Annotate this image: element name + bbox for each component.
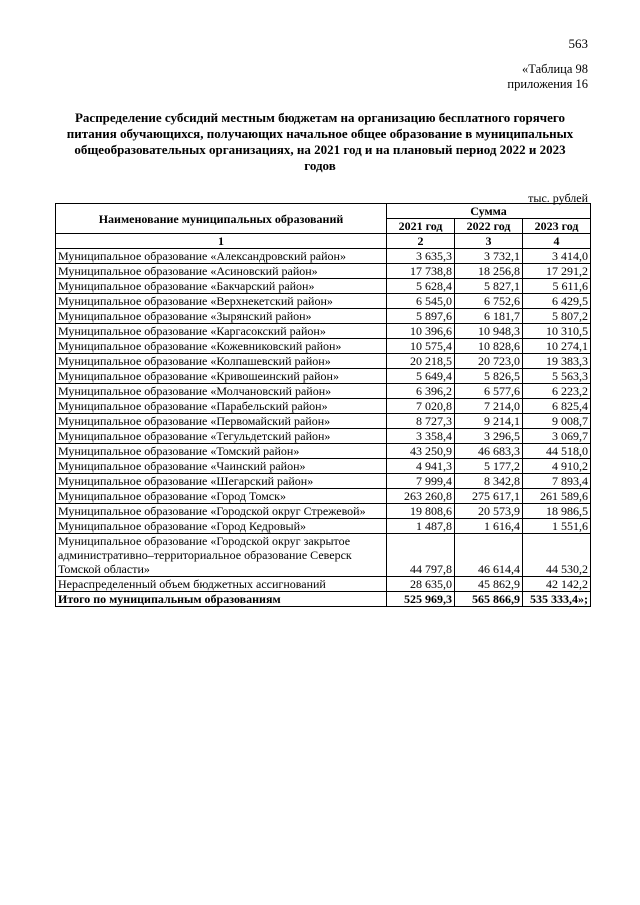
value-2022-cell: 6 181,7 [455, 309, 523, 324]
municipality-name-cell: Нераспределенный объем бюджетных ассигнований [56, 577, 387, 592]
value-2022-cell: 5 177,2 [455, 459, 523, 474]
header-col-number: 3 [455, 234, 523, 249]
table-row [56, 534, 591, 577]
value-2022-cell: 5 827,1 [455, 279, 523, 294]
value-2021-cell: 6 545,0 [387, 294, 455, 309]
municipality-name-cell: Муниципальное образование «Шегарский район» [56, 474, 387, 489]
municipality-name-cell: Муниципальное образование «Чаинский район» [56, 459, 387, 474]
table-row [56, 354, 591, 369]
value-2022-cell: 6 577,6 [455, 384, 523, 399]
value-2022-cell: 3 732,1 [455, 249, 523, 264]
municipality-name-cell: Муниципальное образование «Каргасокский район» [56, 324, 387, 339]
table-row [56, 577, 591, 592]
table-row [56, 309, 591, 324]
header-year-2021: 2021 год [387, 219, 455, 234]
table-row [56, 414, 591, 429]
table-row [56, 279, 591, 294]
municipality-name-cell: Муниципальное образование «Александровский район» [56, 249, 387, 264]
value-2022-cell: 5 826,5 [455, 369, 523, 384]
value-2022-cell: 10 828,6 [455, 339, 523, 354]
municipality-name-cell: Муниципальное образование «Город Томск» [56, 489, 387, 504]
header-col-number: 2 [387, 234, 455, 249]
value-2023-cell: 5 611,6 [523, 279, 591, 294]
value-2021-cell: 6 396,2 [387, 384, 455, 399]
header-col-number: 4 [523, 234, 591, 249]
value-2021-cell: 10 396,6 [387, 324, 455, 339]
value-2023-cell: 3 069,7 [523, 429, 591, 444]
value-2023-cell: 42 142,2 [523, 577, 591, 592]
value-2022-cell: 46 683,3 [455, 444, 523, 459]
table-row [56, 519, 591, 534]
table-row [56, 444, 591, 459]
value-2021-cell: 7 020,8 [387, 399, 455, 414]
table-row [56, 339, 591, 354]
value-2023-cell: 5 807,2 [523, 309, 591, 324]
header-col-number: 1 [56, 234, 387, 249]
value-2021-cell: 44 797,8 [387, 534, 455, 577]
value-2021-cell: 20 218,5 [387, 354, 455, 369]
value-2021-cell: 1 487,8 [387, 519, 455, 534]
value-2022-cell: 8 342,8 [455, 474, 523, 489]
units-label: тыс. рублей [528, 191, 588, 205]
header-year-2023: 2023 год [523, 219, 591, 234]
table-row [56, 399, 591, 414]
value-2021-cell: 4 941,3 [387, 459, 455, 474]
value-2023-cell: 44 530,2 [523, 534, 591, 577]
value-2022-cell: 18 256,8 [455, 264, 523, 279]
municipality-name-cell: Муниципальное образование «Первомайский район» [56, 414, 387, 429]
table-ref-line1: «Таблица 98 [522, 62, 588, 76]
table-row [56, 369, 591, 384]
document-title: Распределение субсидий местным бюджетам на организацию бесплатного горячего питания обучающихся, получающих начальное общее образование в муниципальных общеобразовательных организациях, на 2021 год и на плановый период 2022 и 2023 годов [66, 110, 574, 173]
municipality-name-cell: Муниципальное образование «Томский район» [56, 444, 387, 459]
value-2022-cell: 1 616,4 [455, 519, 523, 534]
table-row [56, 429, 591, 444]
value-2021-cell: 28 635,0 [387, 577, 455, 592]
value-2021-cell: 3 635,3 [387, 249, 455, 264]
header-year-2022: 2022 год [455, 219, 523, 234]
value-2022-cell: 7 214,0 [455, 399, 523, 414]
municipality-name-cell: Муниципальное образование «Верхнекетский район» [56, 294, 387, 309]
value-2022-cell: 275 617,1 [455, 489, 523, 504]
value-2023-cell: 535 333,4»; [523, 592, 591, 607]
value-2021-cell: 5 628,4 [387, 279, 455, 294]
value-2023-cell: 9 008,7 [523, 414, 591, 429]
table-row [56, 249, 591, 264]
municipality-name-cell: Муниципальное образование «Асиновский район» [56, 264, 387, 279]
table-ref-line2: приложения 16 [507, 77, 588, 91]
total-row [56, 592, 591, 607]
value-2021-cell: 17 738,8 [387, 264, 455, 279]
value-2022-cell: 6 752,6 [455, 294, 523, 309]
value-2023-cell: 18 986,5 [523, 504, 591, 519]
municipality-name-cell: Муниципальное образование «Город Кедровый» [56, 519, 387, 534]
value-2022-cell: 20 723,0 [455, 354, 523, 369]
value-2021-cell: 43 250,9 [387, 444, 455, 459]
municipality-name-cell: Муниципальное образование «Молчановский район» [56, 384, 387, 399]
value-2022-cell: 3 296,5 [455, 429, 523, 444]
table-row [56, 294, 591, 309]
value-2022-cell: 10 948,3 [455, 324, 523, 339]
municipality-name-cell: Муниципальное образование «Городской округ Стрежевой» [56, 504, 387, 519]
value-2023-cell: 7 893,4 [523, 474, 591, 489]
value-2021-cell: 263 260,8 [387, 489, 455, 504]
subsidy-table [55, 203, 591, 607]
value-2021-cell: 525 969,3 [387, 592, 455, 607]
table-row [56, 504, 591, 519]
value-2023-cell: 17 291,2 [523, 264, 591, 279]
value-2021-cell: 8 727,3 [387, 414, 455, 429]
value-2021-cell: 5 897,6 [387, 309, 455, 324]
value-2021-cell: 7 999,4 [387, 474, 455, 489]
table-body [56, 249, 591, 607]
value-2022-cell: 9 214,1 [455, 414, 523, 429]
municipality-name-cell: Муниципальное образование «Городской округ закрытое административно–территориальное образование Северск Томской области» [56, 534, 387, 577]
table-reference [470, 62, 588, 92]
page-number: 563 [568, 36, 588, 51]
value-2023-cell: 19 383,3 [523, 354, 591, 369]
municipality-name-cell: Муниципальное образование «Зырянский район» [56, 309, 387, 324]
value-2023-cell: 6 223,2 [523, 384, 591, 399]
municipality-name-cell: Муниципальное образование «Бакчарский район» [56, 279, 387, 294]
value-2022-cell: 20 573,9 [455, 504, 523, 519]
value-2021-cell: 3 358,4 [387, 429, 455, 444]
value-2022-cell: 565 866,9 [455, 592, 523, 607]
municipality-name-cell: Муниципальное образование «Колпашевский район» [56, 354, 387, 369]
value-2021-cell: 19 808,6 [387, 504, 455, 519]
value-2023-cell: 4 910,2 [523, 459, 591, 474]
header-name-column: Наименование муниципальных образований [56, 204, 387, 234]
municipality-name-cell: Итого по муниципальным образованиям [56, 592, 387, 607]
value-2022-cell: 46 614,4 [455, 534, 523, 577]
table-row [56, 264, 591, 279]
table-row [56, 474, 591, 489]
municipality-name-cell: Муниципальное образование «Кривошеинский район» [56, 369, 387, 384]
value-2023-cell: 10 310,5 [523, 324, 591, 339]
value-2023-cell: 3 414,0 [523, 249, 591, 264]
value-2021-cell: 10 575,4 [387, 339, 455, 354]
municipality-name-cell: Муниципальное образование «Тегульдетский район» [56, 429, 387, 444]
municipality-name-cell: Муниципальное образование «Парабельский район» [56, 399, 387, 414]
value-2023-cell: 1 551,6 [523, 519, 591, 534]
table-row [56, 489, 591, 504]
table-row [56, 324, 591, 339]
value-2023-cell: 10 274,1 [523, 339, 591, 354]
value-2023-cell: 6 825,4 [523, 399, 591, 414]
value-2023-cell: 5 563,3 [523, 369, 591, 384]
municipality-name-cell: Муниципальное образование «Кожевниковский район» [56, 339, 387, 354]
table-row [56, 459, 591, 474]
header-sum-column: Сумма [387, 204, 591, 219]
table-row [56, 384, 591, 399]
value-2022-cell: 45 862,9 [455, 577, 523, 592]
value-2023-cell: 44 518,0 [523, 444, 591, 459]
value-2021-cell: 5 649,4 [387, 369, 455, 384]
value-2023-cell: 261 589,6 [523, 489, 591, 504]
value-2023-cell: 6 429,5 [523, 294, 591, 309]
